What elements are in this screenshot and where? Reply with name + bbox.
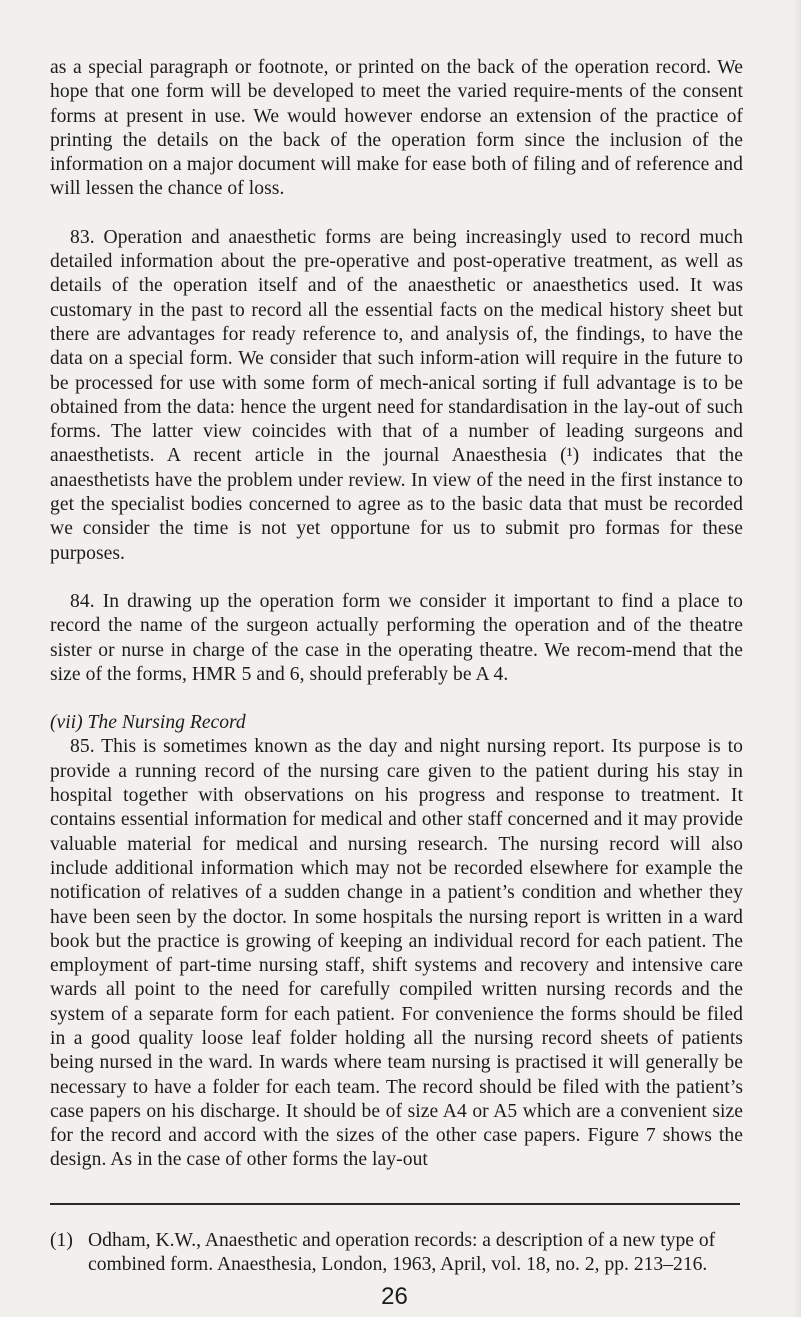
paragraph-continuation: as a special paragraph or footnote, or printed on the back of the operation record. We hope that one form will be developed to meet the varied require-ments of the consent forms at present in use. We would however endorse an extension of the practice of printing the details on the back of the operation form since the inclusion of the information on a major document will make for ease both of filing and of reference and will lessen the chance of loss. — [50, 57, 743, 200]
footnote-marker: (1) — [50, 1229, 73, 1251]
footnote — [50, 1229, 743, 1278]
footnote-divider — [50, 1203, 740, 1205]
page-number: 26 — [381, 1283, 408, 1311]
paragraph-84: 84. In drawing up the operation form we consider it important to find a place to record the name of the surgeon actually performing the operation and of the theatre sister or nurse in charge of the case in the operating theatre. We recom-mend that the size of the forms, HMR 5 and 6, should preferably be A 4. — [50, 590, 743, 685]
paragraph-85: 85. This is sometimes known as the day and night nursing report. Its purpose is to provide a running record of the nursing care given to the patient during his stay in hospital together with observations on his progress and response to treatment. It contains essential information for medical and other staff concerned and it may provide valuable material for medical and nursing research. The nursing record will also include additional information which may not be recorded elsewhere for example the notification of relatives of a sudden change in a patient’s condition and whether they have been seen by the doctor. In some hospitals the nursing report is written in a ward book but the practice is growing of keeping an individual record for each patient. The employment of part-time nursing staff, shift systems and recovery and intensive care wards all point to the need for carefully compiled written nursing records and the system of a separate form for each patient. For convenience the forms should be filed in a good quality loose leaf folder holding all the nursing record sheets of patients being nursed in the ward. In wards where team nursing is practised it will generally be necessary to have a folder for each team. The record should be filed with the patient’s case papers on his discharge. It should be of size A4 or A5 which are a convenient size for the record and accord with the sizes of the other case papers. Figure 7 shows the design. As in the case of other forms the lay-out — [50, 736, 743, 1171]
footnote-text: Odham, K.W., Anaesthetic and operation records: a description of a new type of combined form. Anaesthesia, London, 1963, April, vol. 18, no. 2, pp. 213–216. — [88, 1229, 716, 1276]
paragraph-83: 83. Operation and anaesthetic forms are being increasingly used to record much detailed information about the pre-operative and post-operative treatment, as well as details of the operation itself and of the anaesthetic or anaesthetics used. It was customary in the past to record all the essential facts on the medical history sheet but there are advantages for ready reference to, and analysis of, the findings, to have the data on a special form. We consider that such inform-ation will require in the future to be processed for use with some form of mech-anical sorting if full advantage is to be obtained from the data: hence the urgent need for standardisation in the lay-out of such forms. The latter view coincides with that of a number of leading surgeons and anaesthetists. A recent article in the journal Anaesthesia (¹) indicates that the anaesthetists have the problem under review. In view of the need in the first instance to get the specialist bodies concerned to agree as to the basic data that must be recorded we consider the time is not yet opportune for us to submit pro formas for these purposes. — [50, 226, 743, 564]
section-heading: (vii) The Nursing Record — [50, 712, 246, 734]
